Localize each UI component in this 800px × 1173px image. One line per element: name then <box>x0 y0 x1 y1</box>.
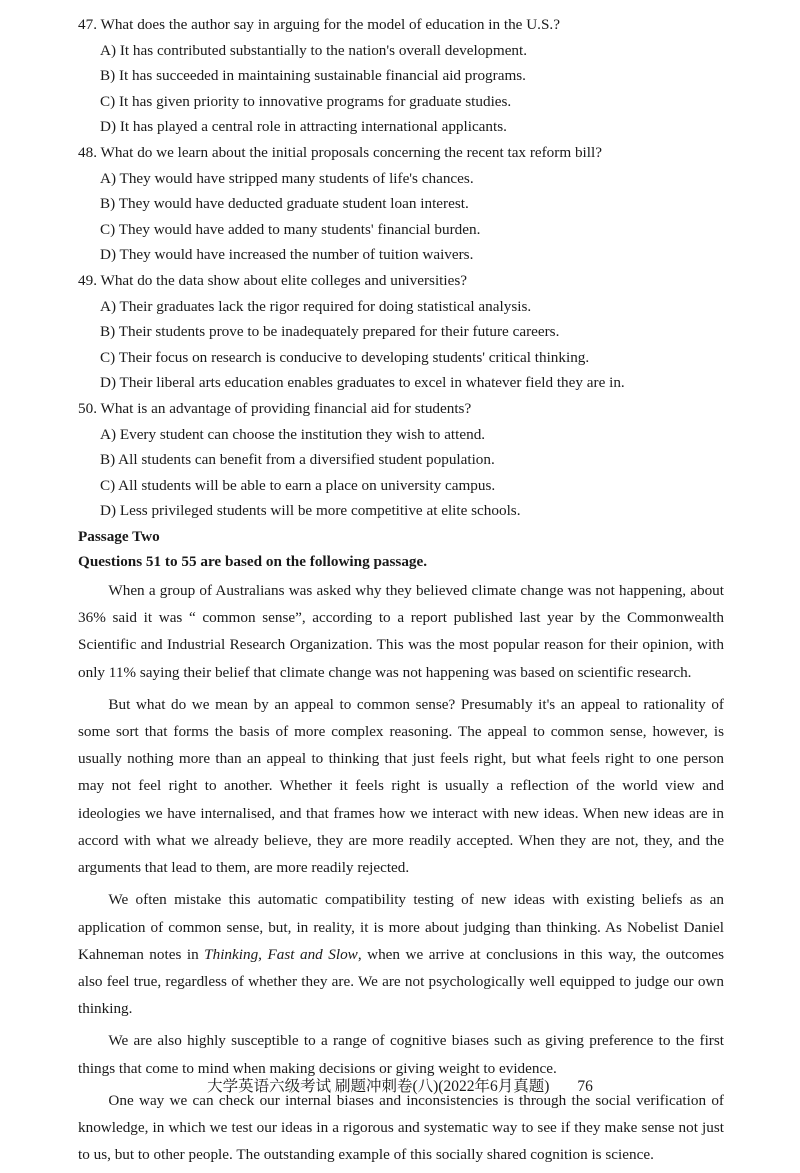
option: B) They would have deducted graduate student loan interest. <box>100 195 469 213</box>
option: A) It has contributed substantially to the nation's overall development. <box>100 41 528 59</box>
page-number: 76 <box>577 1078 593 1095</box>
paragraph: When a group of Australians was asked why they believed climate change was not happening, about 36% said it was “ common sense”, according to a report published last year by the Commonwealth Scientific and Industrial Research Organization. This was the most popular reason for their opinion, with only 11% saying their belief that climate change was not happening was based on scientific research. <box>78 582 724 681</box>
option: C) They would have added to many students' financial burden. <box>100 220 481 238</box>
question-50 <box>78 396 724 524</box>
paragraph: One way we can check our internal biases and inconsistencies is through the social verification of knowledge, in which we test our ideas in a rigorous and systematic way to see if they make sense not just to us, but to other people. The outstanding example of this socially shared cognition is science. <box>78 1091 724 1164</box>
text: We often mistake this automatic compatibility testing of new ideas with existing beliefs as an application of common sense, but, in reality, it is more about judging than thinking. As Nobelist Daniel Kahneman notes in <box>78 891 724 963</box>
passage-title: Passage Two <box>78 527 160 545</box>
document-page <box>78 12 724 1173</box>
option: D) It has played a central role in attracting international applicants. <box>100 118 507 136</box>
page-footer <box>0 1074 800 1096</box>
paragraph: But what do we mean by an appeal to common sense? Presumably it's an appeal to rationality of some sort that forms the basis of more complex reasoning. The appeal to common sense, however, is usually nothing more than an appeal to thinking that just feels right, but what feels right to one person may not feel right to another. Whether it feels right is usually a reflection of the world view and ideologies we have internalised, and that frames how we interact with new ideas. When new ideas are in accord with what we already believe, they are more readily accepted. When they are not, they, and the arguments that lead to them, are more readily rejected. <box>78 695 724 877</box>
question-stem: 48. What do we learn about the initial proposals concerning the recent tax reform bill? <box>78 143 602 161</box>
option: B) Their students prove to be inadequately prepared for their future careers. <box>100 323 560 341</box>
paragraph: We are also highly susceptible to a range of cognitive biases such as giving preference to the first things that come to mind when making decisions or giving weight to evidence. <box>78 1032 724 1077</box>
book-title: Thinking, Fast and Slow <box>204 945 358 963</box>
option: A) Every student can choose the institution they wish to attend. <box>100 425 486 443</box>
option: C) It has given priority to innovative programs for graduate studies. <box>100 92 512 110</box>
option: B) It has succeeded in maintaining sustainable financial aid programs. <box>100 67 526 85</box>
option: D) Less privileged students will be more competitive at elite schools. <box>100 502 521 520</box>
paragraph <box>78 886 724 1022</box>
question-49 <box>78 268 724 396</box>
option: D) They would have increased the number of tuition waivers. <box>100 246 474 264</box>
option: B) All students can benefit from a diversified student population. <box>100 451 495 469</box>
question-stem: 49. What do the data show about elite colleges and universities? <box>78 271 468 289</box>
question-47 <box>78 12 724 140</box>
option: A) They would have stripped many students of life's chances. <box>100 169 474 187</box>
passage-instruction: Questions 51 to 55 are based on the following passage. <box>78 553 428 571</box>
text: , when we arrive at conclusions in this way, the outcomes also feel true, regardless of whether they are. We are not psychologically well equipped to judge our own thinking. <box>78 945 724 1018</box>
option: A) Their graduates lack the rigor required for doing statistical analysis. <box>100 297 532 315</box>
question-stem: 47. What does the author say in arguing for the model of education in the U.S.? <box>78 16 560 33</box>
footer-title: 大学英语六级考试 刷题冲刺卷(八)(2022年6月真题) <box>207 1078 550 1095</box>
option: C) All students will be able to earn a place on university campus. <box>100 476 496 494</box>
question-48 <box>78 140 724 268</box>
question-stem: 50. What is an advantage of providing financial aid for students? <box>78 399 472 417</box>
option: C) Their focus on research is conducive to developing students' critical thinking. <box>100 348 590 366</box>
option: D) Their liberal arts education enables graduates to excel in whatever field they are in. <box>100 374 625 392</box>
